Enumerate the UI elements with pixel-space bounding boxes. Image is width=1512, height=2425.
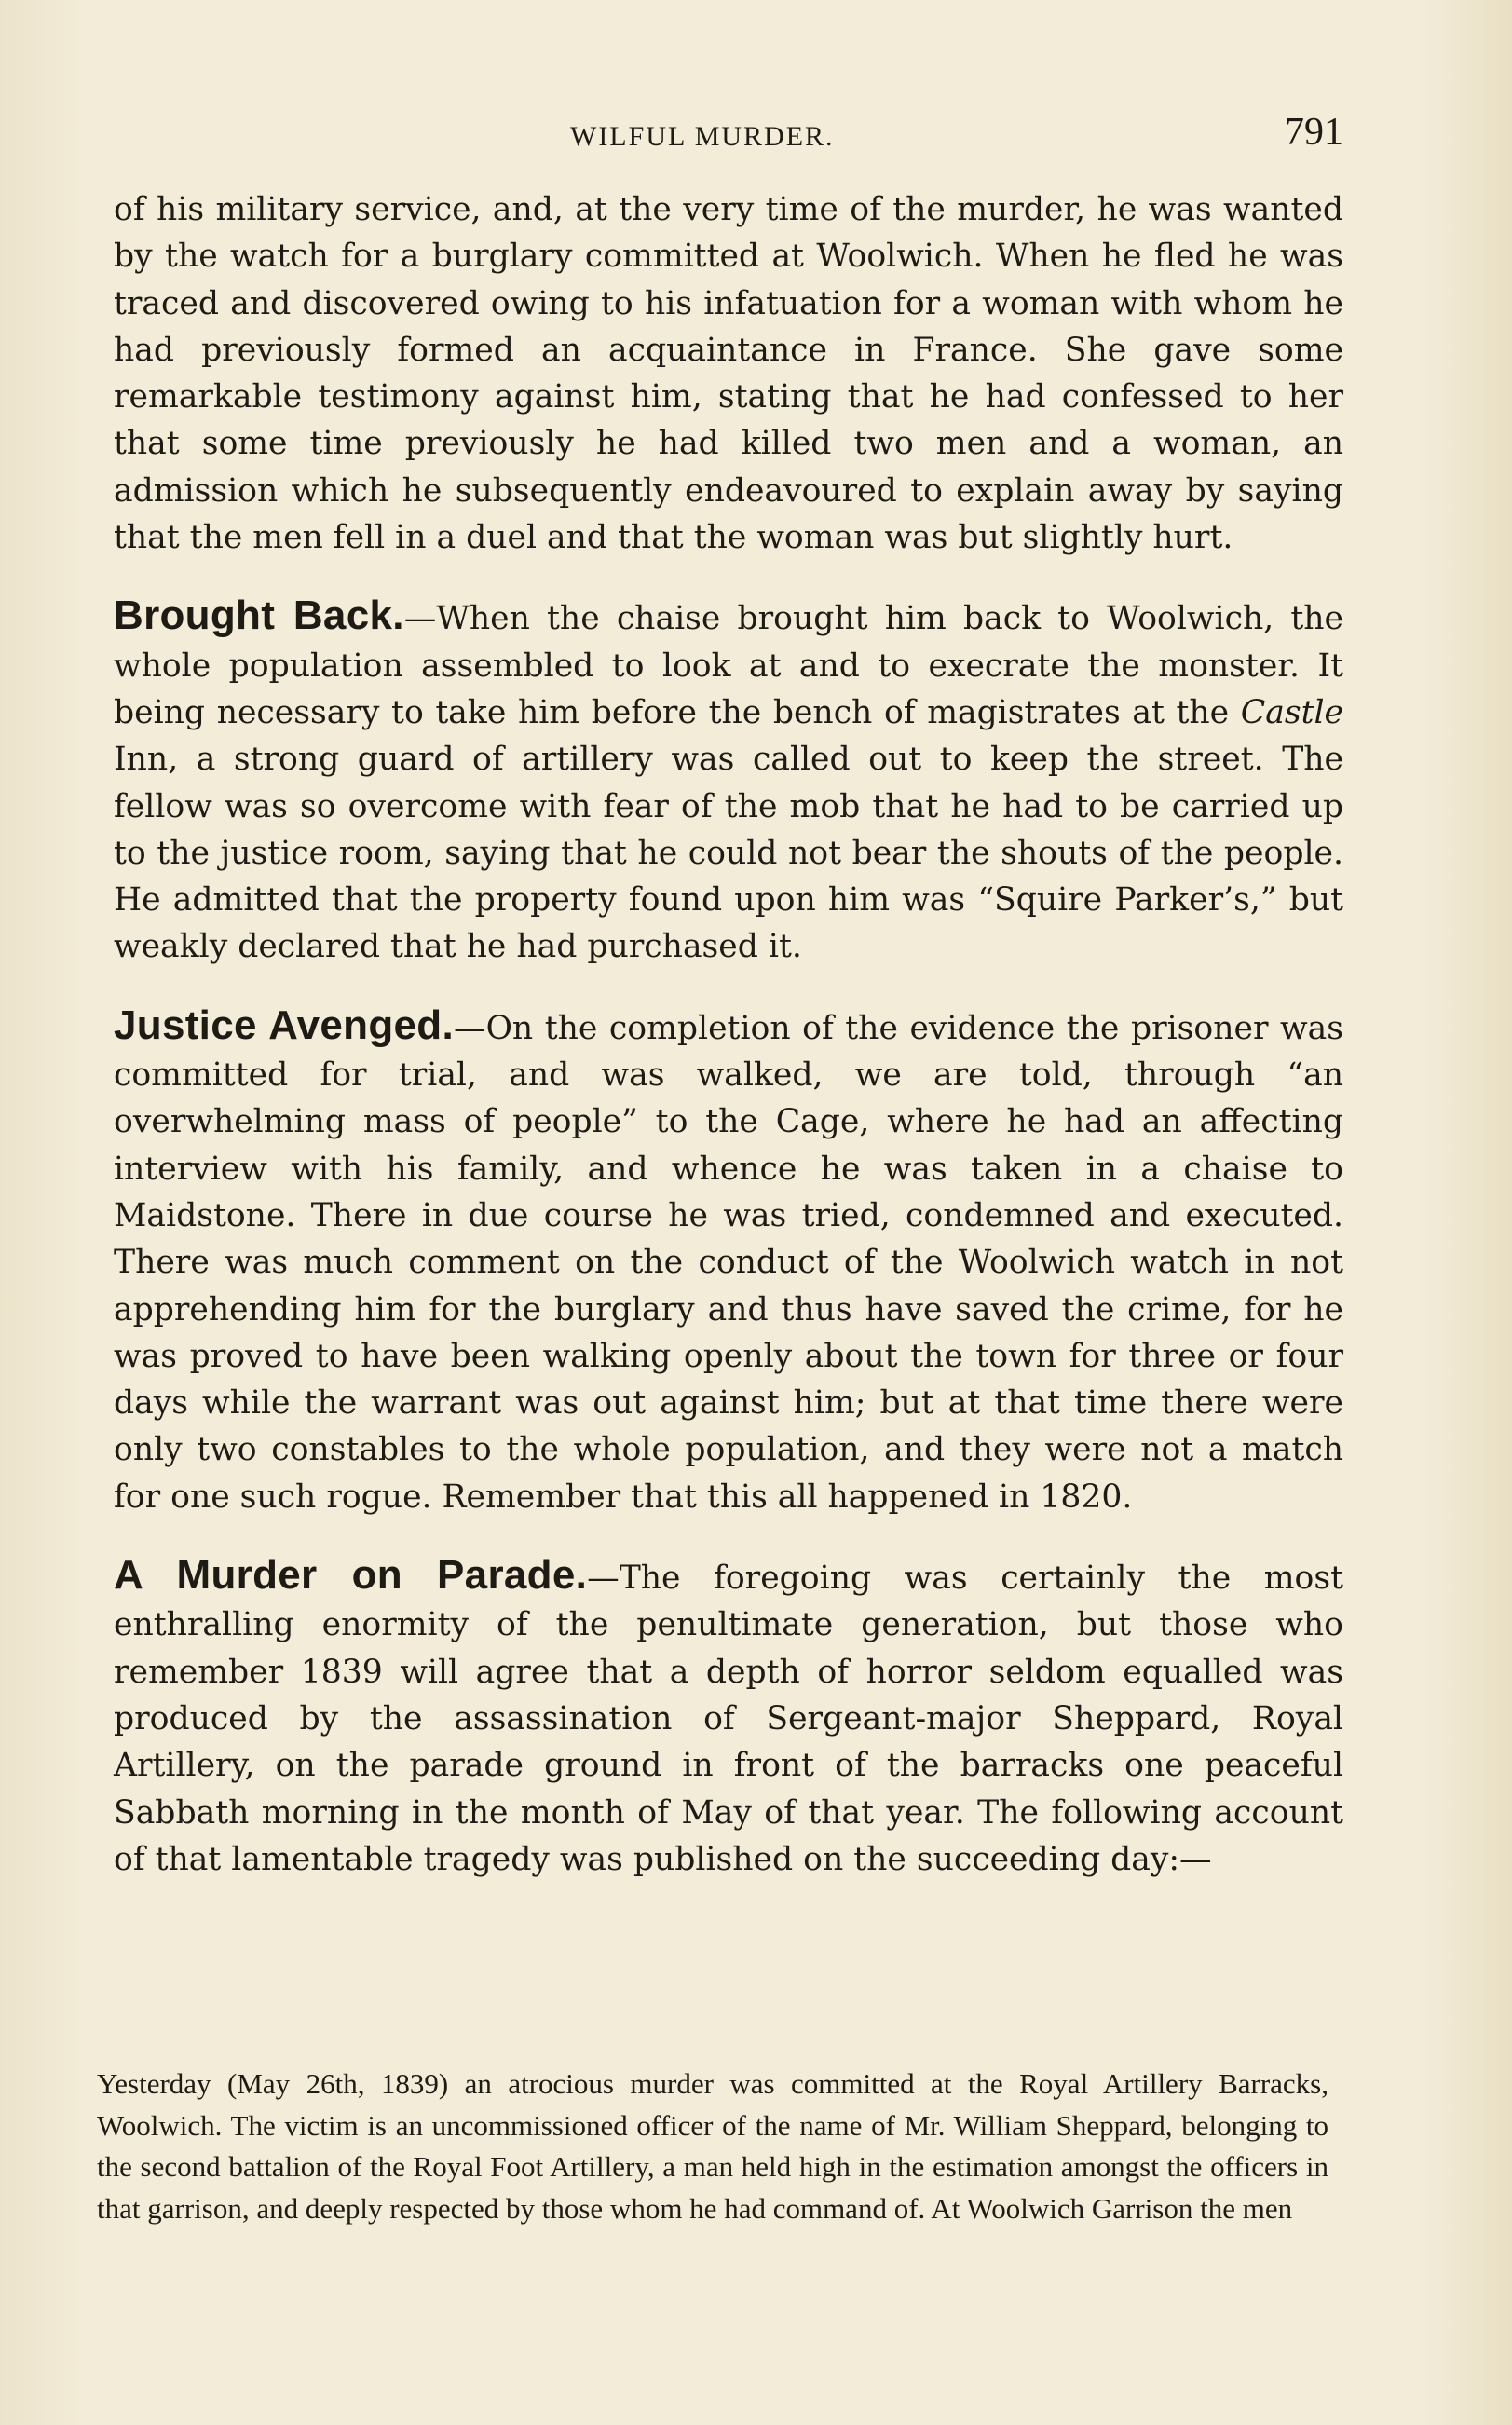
- page-header: [114, 110, 1343, 166]
- paragraph-brought-back: [114, 593, 1343, 970]
- paragraph-text: —When the chaise brought him back to Woolwich, the whole population assembled to look at and to execrate the monster. It being necessary to take him before the bench of magistrates at the: [114, 600, 1343, 731]
- section-heading-brought-back: Brought Back.: [114, 593, 404, 639]
- paragraph-justice-avenged: [114, 1002, 1343, 1520]
- page-number: 791: [1285, 111, 1343, 154]
- quoted-newspaper-extract: [97, 2064, 1328, 2229]
- paragraph-text: —On the completion of the evidence the prisoner was committed for trial, and was walked, we are told, through “an overwhelming mass of people” to the Cage, where he had an affecting interview with his family, and whence he was taken in a chaise to Maidstone. There in due course he was tried, condemned and executed. There was much comment on the conduct of the Woolwich watch in not apprehending him for the burglary and thus have saved the crime, for he was proved to have been walking openly about the town for three or four days while the warrant was out against him; but at that time there were only two constables to the whole population, and they were not a match for one such rogue. Remember that this all happened in 1820.: [114, 1009, 1343, 1516]
- section-heading-justice-avenged: Justice Avenged.: [114, 1001, 454, 1048]
- running-head: WILFUL MURDER.: [570, 121, 835, 152]
- extract-text: Yesterday (May 26th, 1839) an atrocious murder was committed at the Royal Artillery Barracks, Woolwich. The victim is an uncommissioned officer of the name of Mr. William Sheppard, belonging to the second battalion of the Royal Foot Artillery, a man held high in the estimation amongst the officers in that garrison, and deeply respected by those whom he had command of. At Woolwich Garrison the men: [97, 2067, 1328, 2225]
- paragraph-text: —The foregoing was certainly the most enthralling enormity of the penultimate generation, but those who remember 1839 will agree that a depth of horror seldom equalled was produced by the assassination of Sergeant-major Sheppard, Royal Artillery, on the parade ground in front of the barracks one peaceful Sabbath morning in the month of May of that year. The following account of that lamentable tragedy was published on the succeeding day:—: [114, 1560, 1343, 1878]
- paragraph-text: of his military service, and, at the very time of the murder, he was wanted by the watch for a burglary committed at Woolwich. When he fled he was traced and discovered owing to his infatuation for a woman with whom he had previously formed an acquaintance in France. She gave some remarkable testimony against him, stating that he had confessed to her that some time previously he had killed two men and a woman, an admission which he subsequently endeavoured to explain away by saying that the men fell in a duel and that the woman was but slightly hurt.: [114, 191, 1343, 557]
- section-heading-murder-on-parade: A Murder on Parade.: [114, 1552, 588, 1599]
- inn-name-italic: Castle: [1240, 693, 1343, 731]
- paragraph-murder-on-parade: [114, 1552, 1343, 1883]
- paragraph-military-service: [114, 186, 1343, 561]
- body-text: [114, 186, 1343, 1883]
- paragraph-text: Inn, a strong guard of artillery was called out to keep the street. The fellow was so overcome with fear of the mob that he had to be carried up to the justice room, saying that he could not bear the shouts of the people. He admitted that the property found upon him was “Squire Parker’s,” but weakly declared that he had purchased it.: [114, 741, 1343, 966]
